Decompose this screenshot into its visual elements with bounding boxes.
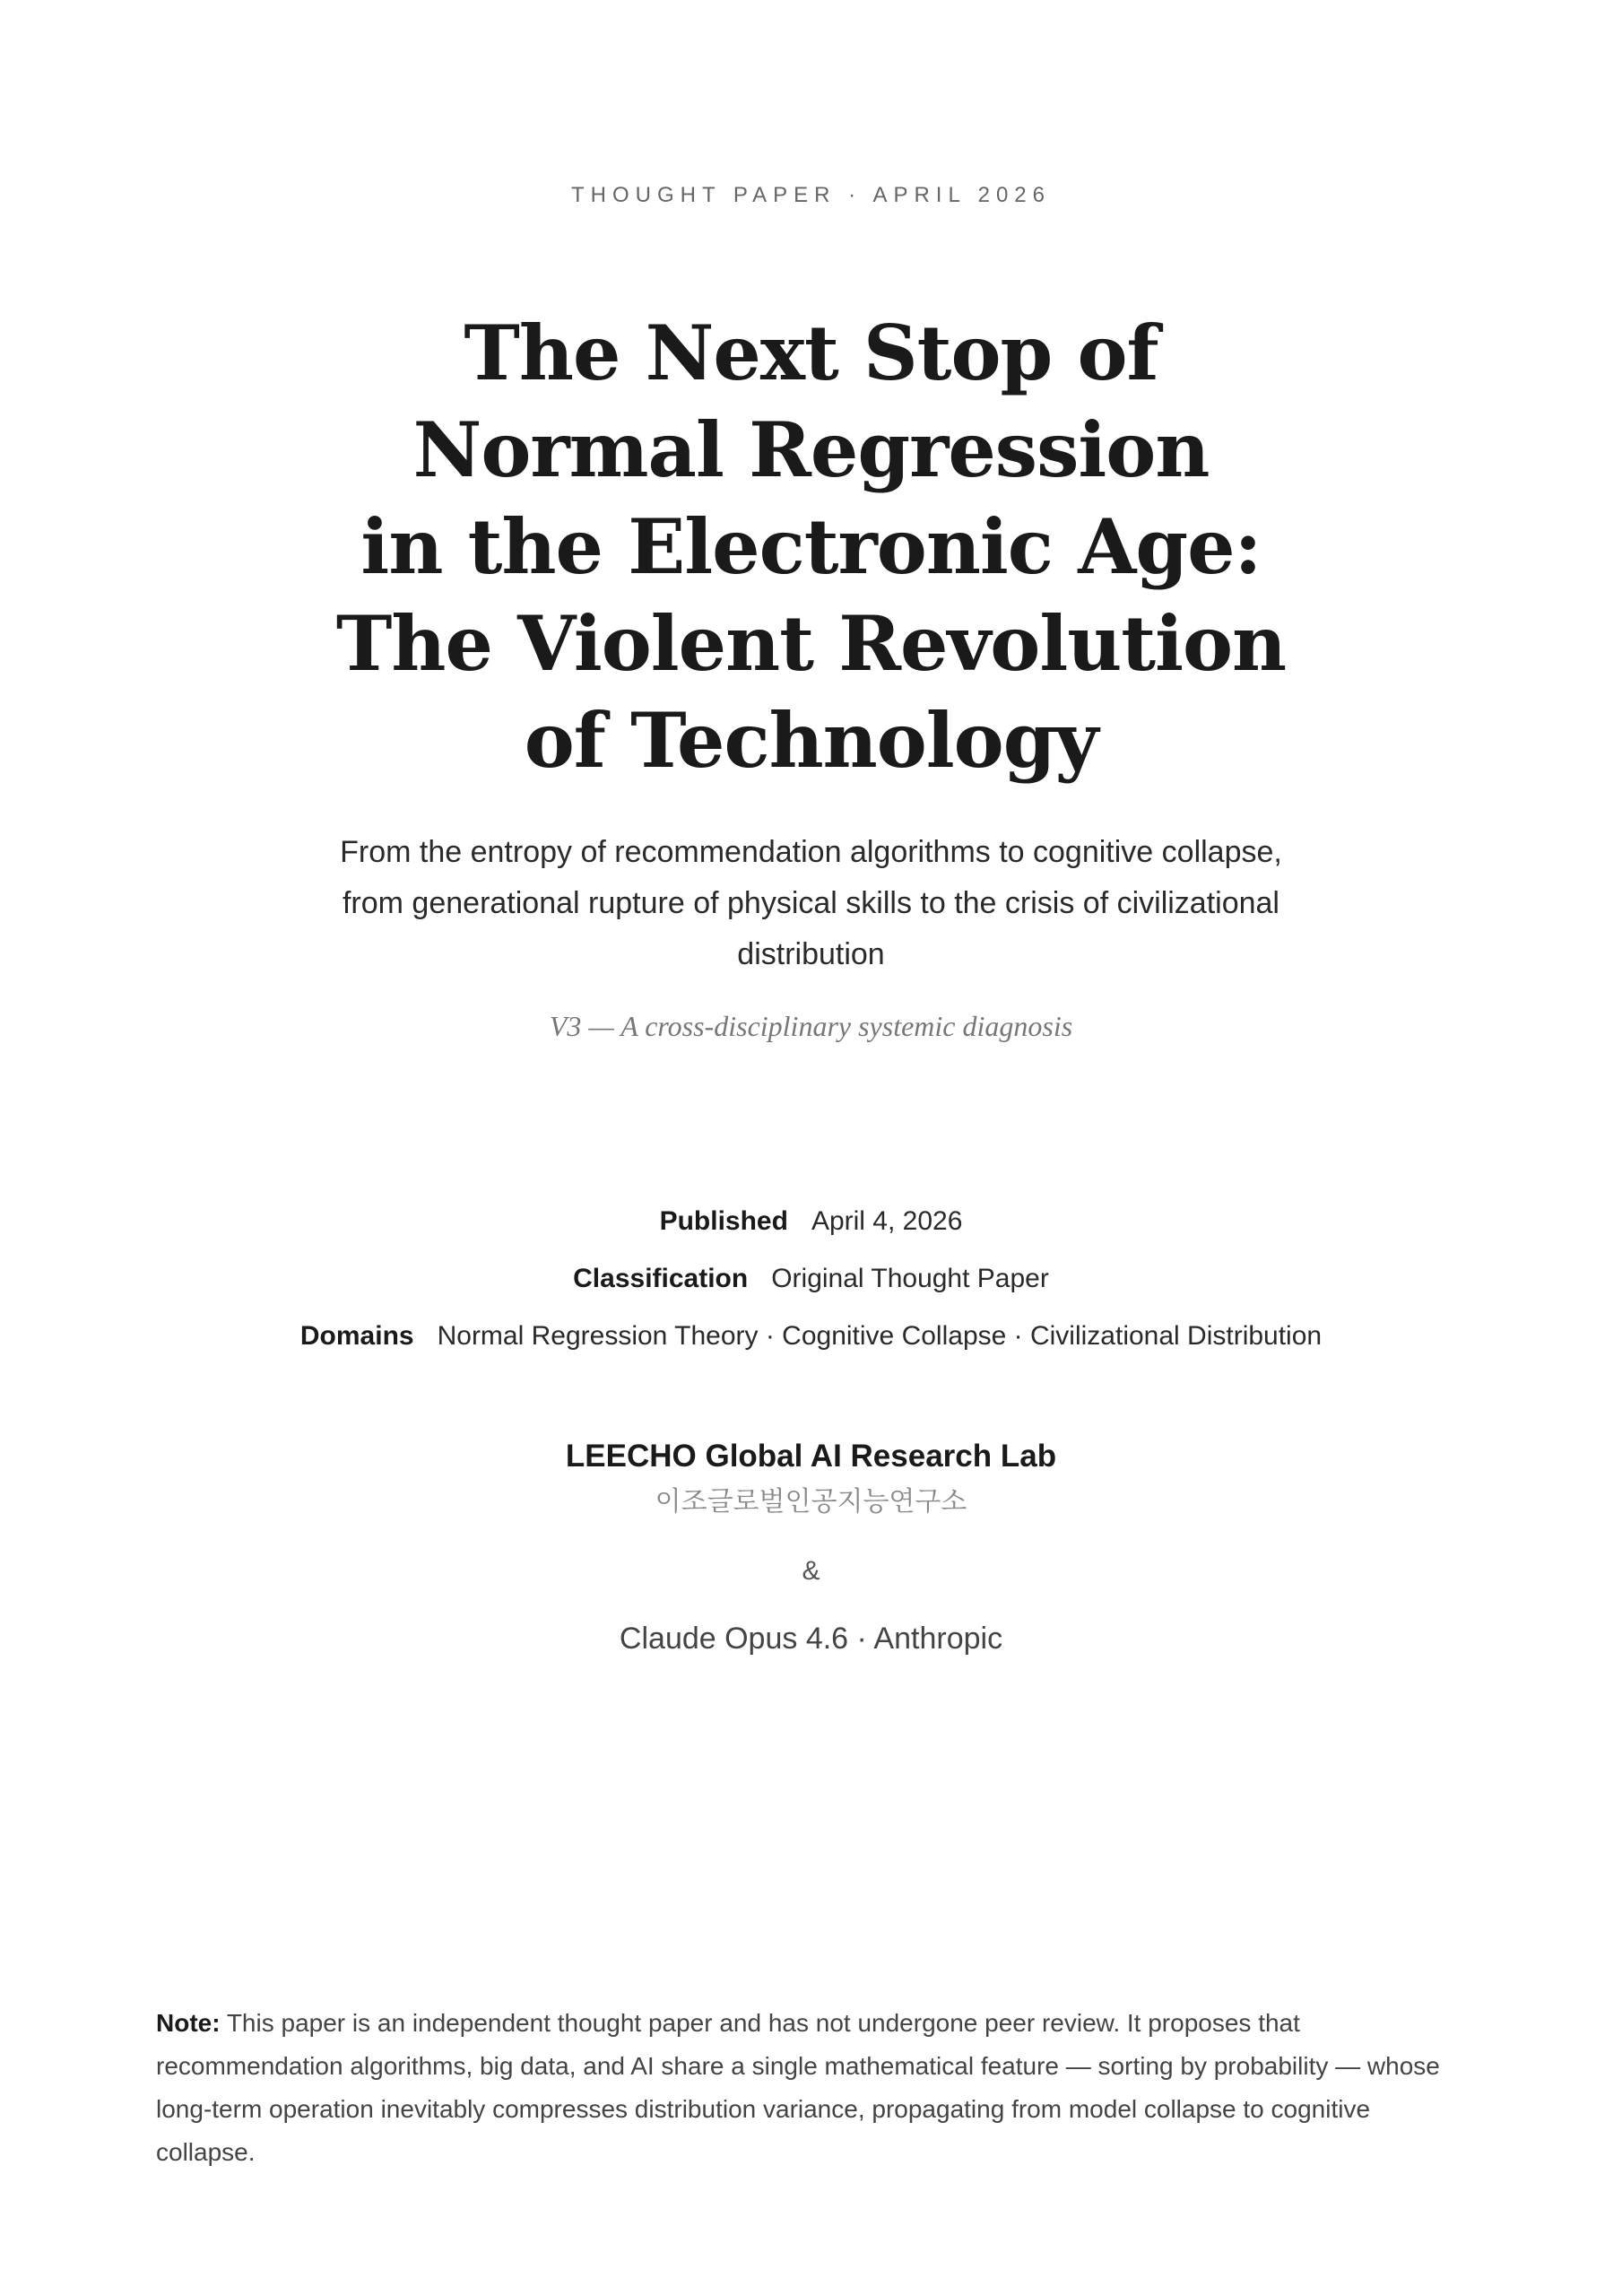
authors-block [0, 1435, 1622, 1659]
version-note: V3 — A cross-disciplinary systemic diagnosis [549, 1010, 1073, 1042]
meta-domains-value: Normal Regression Theory · Cognitive Collapse · Civilizational Distribution [437, 1321, 1323, 1351]
paper-subtitle: From the entropy of recommendation algorithms to cognitive collapse, from generational rupture of physical skills to the crisis of civilizational distribution [340, 835, 1282, 971]
meta-classification [0, 1250, 1622, 1308]
note-text: This paper is an independent thought paper and has not undergone peer review. It proposes that recommendation algorithms, big data, and AI share a single mathematical feature — sorting by probability — whose long-term operation inevitably compresses distribution variance, propagating from model collapse to cognitive collapse. [156, 2009, 1440, 2166]
note-label: Note: [156, 2009, 221, 2037]
paper-kicker: THOUGHT PAPER · APRIL 2026 [570, 183, 1051, 207]
meta-published [0, 1193, 1622, 1250]
title-line-5: of Technology [524, 696, 1098, 785]
title-line-3: in the Electronic Age: [360, 502, 1262, 591]
org-name: LEECHO Global AI Research Lab [565, 1439, 1057, 1474]
meta-domains [0, 1308, 1622, 1365]
title-line-2: Normal Regression [412, 405, 1210, 494]
title-line-4: The Violent Revolution [335, 599, 1287, 688]
metadata-block [0, 1193, 1622, 1365]
meta-published-value: April 4, 2026 [811, 1206, 963, 1236]
org-korean-name: 이조글로벌인공지능연구소 [655, 1487, 967, 1517]
partner-name: Claude Opus 4.6 · Anthropic [619, 1622, 1003, 1656]
meta-published-label: Published [659, 1206, 788, 1236]
meta-classification-value: Original Thought Paper [771, 1264, 1049, 1293]
ampersand: & [802, 1556, 820, 1586]
meta-domains-label: Domains [299, 1321, 414, 1351]
title-line-1: The Next Stop of [464, 309, 1158, 397]
paper-title [269, 305, 1353, 789]
disclaimer-note [156, 2002, 1447, 2174]
meta-classification-label: Classification [573, 1264, 749, 1293]
